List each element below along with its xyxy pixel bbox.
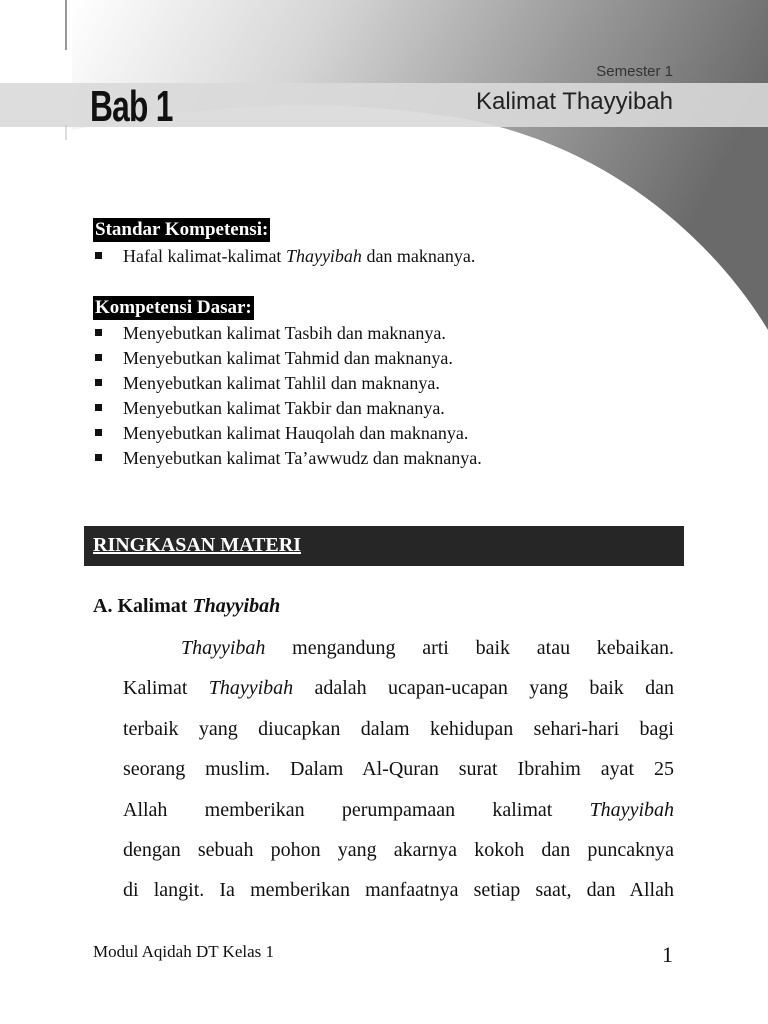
- bullet-square-icon: [95, 379, 102, 386]
- ringkasan-materi-banner: [84, 526, 684, 566]
- paragraph-line: [123, 790, 674, 830]
- list-item: [93, 244, 475, 269]
- paragraph-line: [123, 830, 674, 870]
- bullet-square-icon: [95, 429, 102, 436]
- paragraph-line: [123, 709, 674, 749]
- paragraph-line: [123, 870, 674, 910]
- item-text: Menyebutkan kalimat Tasbih dan maknanya.: [123, 323, 446, 343]
- list-item: [93, 346, 482, 371]
- footer-module-name: Modul Aqidah DT Kelas 1: [93, 942, 275, 961]
- standar-kompetensi-list: [93, 244, 475, 269]
- section-heading-number: A. Kalimat: [93, 595, 193, 617]
- item-text: Menyebutkan kalimat Hauqolah dan maknanya.: [123, 423, 469, 443]
- semester-label: Semester 1: [596, 63, 673, 80]
- section-heading: [93, 595, 280, 618]
- item-text: Menyebutkan kalimat Tahmid dan maknanya.: [123, 348, 453, 368]
- list-item: [93, 371, 482, 396]
- page-number: 1: [662, 942, 673, 967]
- chapter-label: Bab 1: [90, 82, 173, 131]
- section-heading-italic: Thayyibah: [192, 595, 281, 617]
- paragraph-text: terbaik yang diucapkan dalam kehidupan sehari-hari bagi: [123, 717, 674, 740]
- item-text-before: Hafal kalimat-kalimat: [123, 246, 286, 266]
- list-item: [93, 396, 482, 421]
- paragraph-text: Kalimat: [123, 677, 209, 700]
- list-item: [93, 421, 482, 446]
- gradient-swoosh: [72, 0, 768, 330]
- list-item: [93, 446, 482, 471]
- standar-kompetensi-label: Standar Kompetensi:: [95, 219, 269, 240]
- paragraph-text: di langit. Ia memberikan manfaatnya setiap saat, dan Allah: [123, 879, 674, 902]
- item-text: Menyebutkan kalimat Takbir dan maknanya.: [123, 398, 445, 418]
- ringkasan-materi-title: RINGKASAN MATERI: [93, 534, 301, 556]
- paragraph-line: [123, 749, 674, 789]
- bullet-square-icon: [95, 329, 102, 336]
- paragraph-text: seorang muslim. Dalam Al-Quran surat Ibrahim ayat 25: [123, 758, 674, 781]
- paragraph-line: [123, 628, 674, 668]
- paragraph-text: dengan sebuah pohon yang akarnya kokoh dan puncaknya: [123, 838, 674, 861]
- paragraph-text: adalah ucapan-ucapan yang baik dan: [293, 677, 674, 700]
- paragraph-text: mengandung arti baik atau kebaikan.: [265, 637, 674, 659]
- item-text: Menyebutkan kalimat Tahlil dan maknanya.: [123, 373, 440, 393]
- list-item: [93, 321, 482, 346]
- bullet-square-icon: [95, 454, 102, 461]
- paragraph-italic-text: Thayyibah: [208, 677, 294, 700]
- chapter-title: Kalimat Thayyibah: [476, 88, 673, 115]
- bullet-square-icon: [95, 354, 102, 361]
- body-paragraph: [123, 628, 674, 911]
- header-decoration: [0, 0, 768, 340]
- paragraph-line: [123, 668, 674, 708]
- paragraph-text: Allah memberikan perumpamaan kalimat: [123, 798, 590, 821]
- item-text-after: dan maknanya.: [361, 246, 476, 266]
- paragraph-italic-text: Thayyibah: [181, 637, 266, 659]
- item-text: Menyebutkan kalimat Ta’awwudz dan maknanya.: [123, 448, 482, 468]
- item-text-italic: Thayyibah: [285, 246, 362, 266]
- bullet-square-icon: [95, 404, 102, 411]
- kompetensi-dasar-label: Kompetensi Dasar:: [95, 297, 252, 318]
- kompetensi-dasar-list: [93, 321, 482, 471]
- paragraph-italic-text: Thayyibah: [589, 798, 674, 821]
- bullet-square-icon: [95, 252, 102, 259]
